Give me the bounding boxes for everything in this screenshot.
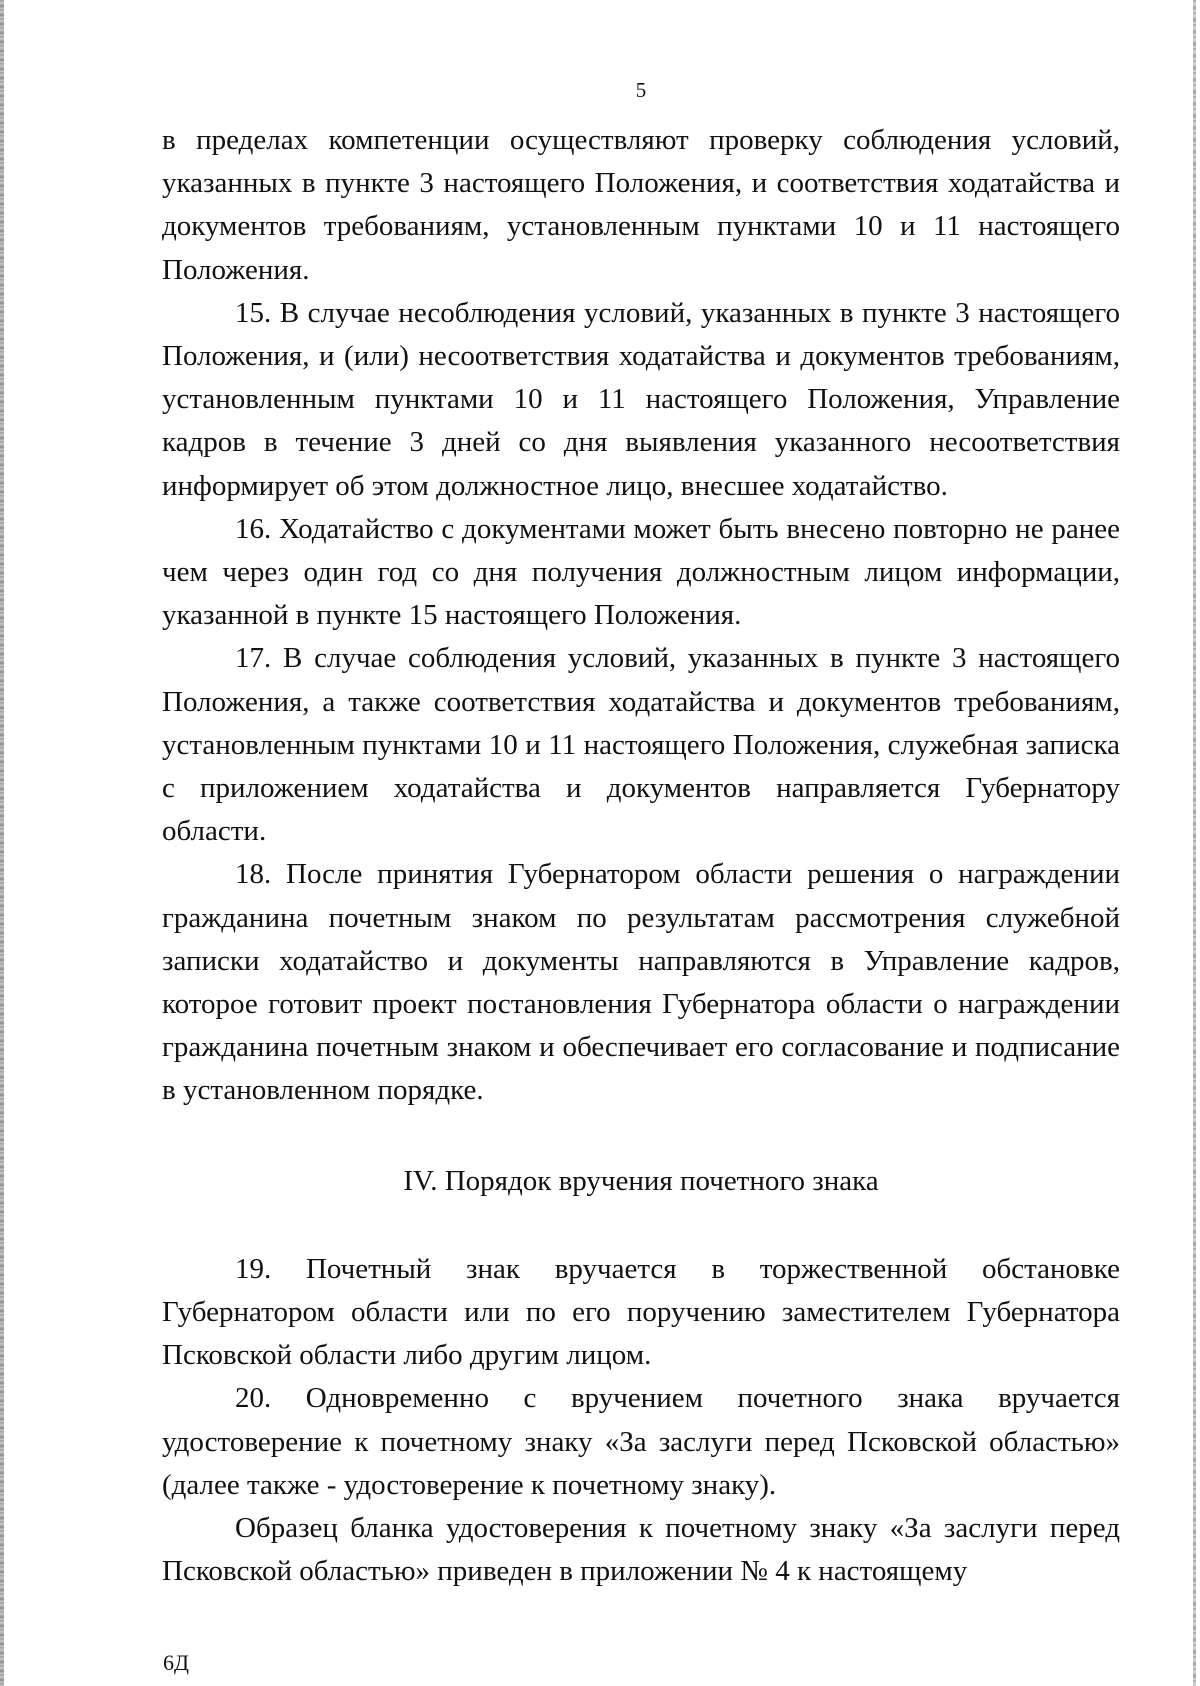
- document-body: [162, 119, 1120, 1594]
- paragraph-sample-form: Образец бланка удостоверения к почетному знаку «За заслуги перед Псковской областью» приведен в приложении № 4 к настоящему: [162, 1512, 1120, 1588]
- paragraph-18: 18. После принятия Губернатором области решения о награждении гражданина почетным знаком по результатам рассмотрения служебной записки ходатайство и документы направляются в Управление кадров, которое готовит проект постановления Губернатора области о награждении гражданина почетным знаком и обеспечивает его согласование и подписание в установленном порядке.: [162, 858, 1120, 1107]
- scan-edge-left: [0, 0, 4, 1686]
- paragraph-16: 16. Ходатайство с документами может быть внесено повторно не ранее чем через один год со дня получения должностным лицом информации, указанной в пункте 15 настоящего Положения.: [162, 512, 1120, 632]
- footer-code: 6Д: [163, 1650, 190, 1675]
- paragraph-15: 15. В случае несоблюдения условий, указанных в пункте 3 настоящего Положения, и (или) несоответствия ходатайства и документов требованиям, установленным пунктами 10 и 11 настоящего Положения, Управление кадров в течение 3 дней со дня выявления указанного несоответствия информирует об этом должностное лицо, внесшее ходатайство.: [162, 296, 1120, 502]
- paragraph-19: 19. Почетный знак вручается в торжественной обстановке Губернатором области или по его поручению заместителем Губернатора Псковской области либо другим лицом.: [162, 1252, 1120, 1372]
- section-heading: IV. Порядок вручения почетного знака: [403, 1164, 879, 1197]
- paragraph-17: 17. В случае соблюдения условий, указанных в пункте 3 настоящего Положения, а также соответствия ходатайства и документов требованиям, установленным пунктами 10 и 11 настоящего Положения, служебная записка с приложением ходатайства и документов направляется Губернатору области.: [162, 642, 1120, 848]
- page-number: 5: [635, 78, 647, 102]
- scan-edge-right: [1193, 0, 1196, 1686]
- paragraph-continuation: в пределах компетенции осуществляют проверку соблюдения условий, указанных в пункте 3 настоящего Положения, и соответствия ходатайства и документов требованиям, установленным пунктами 10 и 11 настоящего Положения.: [162, 124, 1120, 286]
- paragraph-20: 20. Одновременно с вручением почетного знака вручается удостоверение к почетному знаку «За заслуги перед Псковской областью» (далее также - удостоверение к почетному знаку).: [162, 1382, 1120, 1501]
